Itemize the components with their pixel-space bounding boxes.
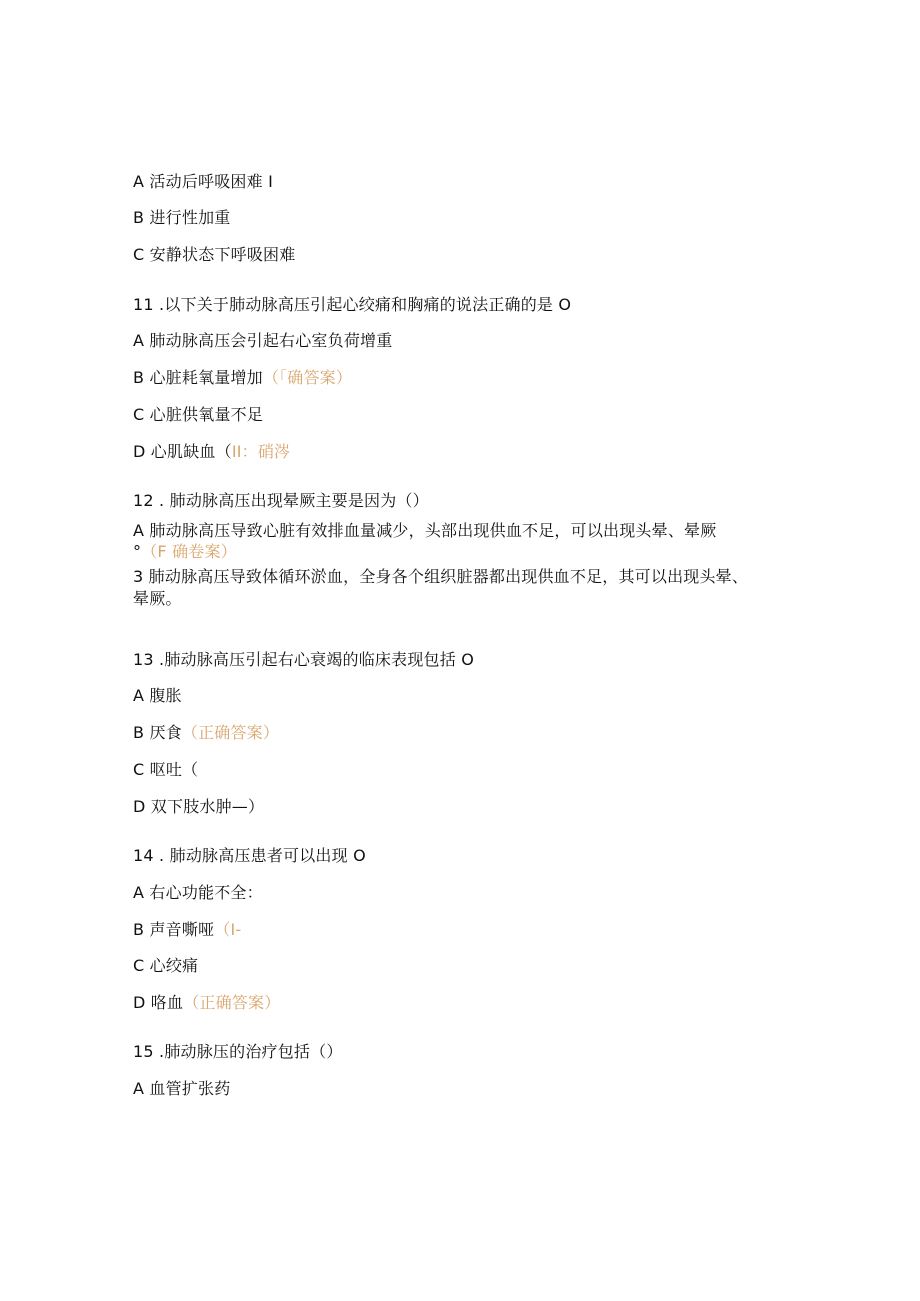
option-line [133,760,198,780]
answer-note: （F 确卷案） [141,542,237,561]
option-text: C 心脏供氧量不足 [133,405,264,424]
option-line [133,368,352,388]
option-text: ° [133,542,142,561]
answer-note: （「确答案） [262,368,353,387]
question-title [133,846,366,866]
option-text: D 心肌缺血（ [133,442,232,461]
option-line [133,1079,230,1099]
option-line [133,956,198,976]
question-title [133,1042,343,1062]
option-text: D 咯血 [133,993,184,1012]
option-text: C 安静状态下呼吸困难 [133,245,296,264]
option-line [133,883,263,903]
question-title [133,491,429,511]
answer-note: （I- [214,920,242,939]
option-text: B 声音嘶哑 [133,920,215,939]
option-line [133,993,280,1013]
question-text: 14 . 肺动脉高压患者可以出现 O [133,846,366,865]
option-text: B 厌食 [133,723,182,742]
option-continuation [133,542,237,562]
option-text: A 血管扩张药 [133,1079,231,1098]
option-text: D 双下肢水肿—） [133,797,265,816]
option-line [133,521,716,541]
option-text: 晕厥。 [133,589,182,608]
option-text: C 呕吐（ [133,760,199,779]
option-line [133,686,182,706]
option-text: A 活动后呼吸困难 I [133,172,274,191]
option-line [133,208,230,228]
option-text: A 肺动脉高压会引起右心室负荷增重 [133,331,393,350]
option-line [133,797,264,817]
question-text: 12 . 肺动脉高压出现晕厥主要是因为（） [133,491,429,510]
option-text: A 腹胀 [133,686,182,705]
option-line [133,172,273,192]
option-line [133,245,295,265]
option-line [133,920,241,940]
option-text: B 进行性加重 [133,208,231,227]
question-text: 13 .肺动脉高压引起右心衰竭的临床表现包括 O [133,650,475,669]
answer-note: （正确答案） [181,723,280,742]
option-line [133,723,279,743]
option-line [133,567,748,587]
option-continuation [133,589,182,609]
question-text: 11 .以下关于肺动脉高压引起心绞痛和胸痛的说法正确的是 O [133,295,572,314]
answer-note: II：硝涔 [231,442,291,461]
question-text: 15 .肺动脉压的治疗包括（） [133,1042,343,1061]
option-text: C 心绞痛 [133,956,199,975]
option-text: 3 肺动脉高压导致体循环淤血，全身各个组织脏器都出现供血不足，其可以出现头晕、 [133,567,749,586]
question-title [133,295,571,315]
option-text: A 肺动脉高压导致心脏有效排血量减少，头部出现供血不足，可以出现头晕、晕厥 [133,521,717,540]
answer-note: （正确答案） [183,993,281,1012]
option-line [133,405,263,425]
option-text: B 心脏耗氧量增加 [133,368,263,387]
option-text: A 右心功能不全： [133,883,263,902]
option-line [133,331,392,351]
question-title [133,650,474,670]
option-line [133,442,290,462]
